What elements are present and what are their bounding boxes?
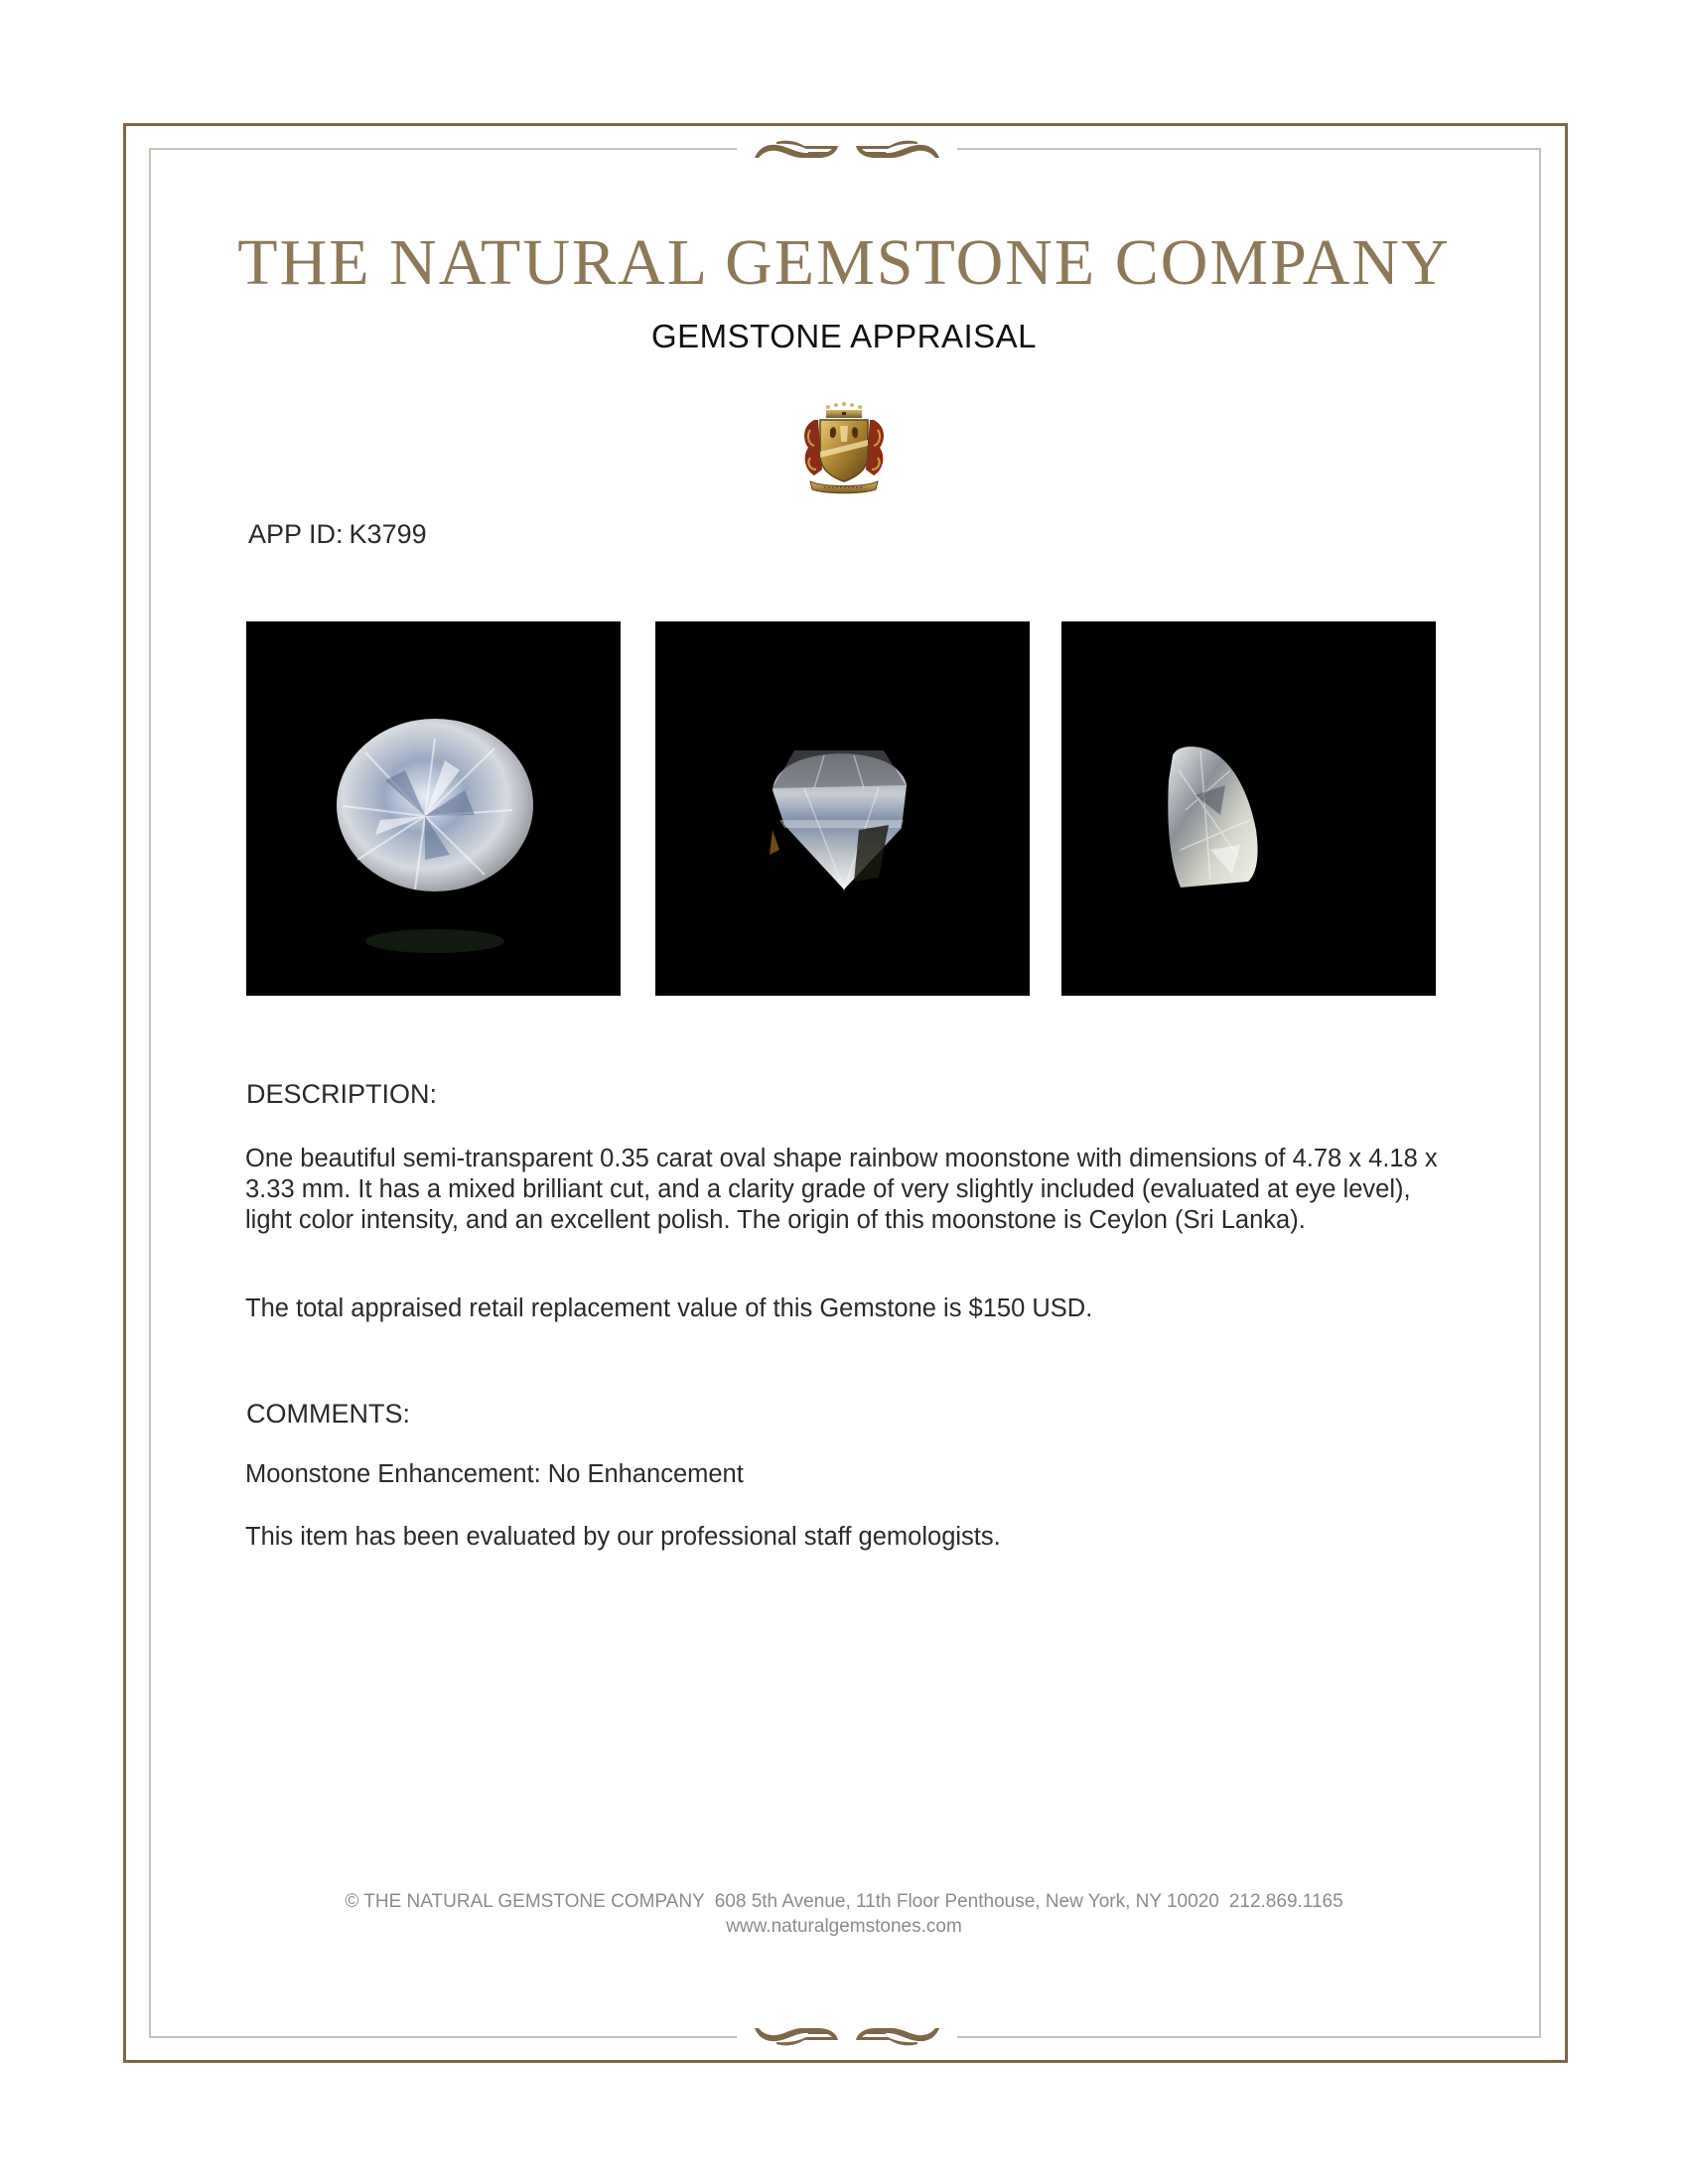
scroll-ornament-top-icon xyxy=(753,136,941,162)
gem-photo-top-view xyxy=(246,621,621,996)
gemstone-top-view-image xyxy=(246,621,621,996)
scroll-ornament-bottom-icon xyxy=(753,2024,941,2050)
app-id xyxy=(248,521,427,548)
heraldic-crest-icon xyxy=(800,400,888,495)
gemstone-side-view-image xyxy=(655,621,1030,996)
company-title: THE NATURAL GEMSTONE COMPANY xyxy=(237,226,1451,299)
footer-address: 608 5th Avenue, 11th Floor Penthouse, New York, NY 10020 xyxy=(714,1891,1219,1912)
app-id-value: K3799 xyxy=(349,519,427,549)
footer-copyright: © THE NATURAL GEMSTONE COMPANY xyxy=(345,1891,705,1912)
gem-photo-side-view xyxy=(655,621,1030,996)
evaluation-text: This item has been evaluated by our professional staff gemologists. xyxy=(245,1523,1001,1551)
appraisal-value-text: The total appraised retail replacement value of this Gemstone is $150 USD. xyxy=(245,1295,1093,1322)
comments-heading: COMMENTS: xyxy=(246,1399,410,1429)
footer xyxy=(0,1889,1688,1939)
footer-phone: 212.869.1165 xyxy=(1228,1891,1343,1912)
gemstone-angled-view-image xyxy=(1061,621,1436,996)
footer-website-link[interactable]: www.naturalgemstones.com xyxy=(726,1916,962,1937)
description-heading: DESCRIPTION: xyxy=(246,1079,438,1109)
description-text: One beautiful semi-transparent 0.35 carat oval shape rainbow moonstone with dimensions of 4.78 x 4.18 x 3.33 mm. It has a mixed brilliant cut, and a clarity grade of very slightly included (evaluated at eye level), light color intensity, and an excellent polish. The origin of this moonstone is Ceylon (Sri Lanka). xyxy=(245,1145,1438,1234)
app-id-label: APP ID: xyxy=(248,519,344,549)
document-title: GEMSTONE APPRAISAL xyxy=(650,318,1038,354)
footer-contact-line xyxy=(0,1889,1688,1914)
enhancement-text: Moonstone Enhancement: No Enhancement xyxy=(245,1460,744,1488)
gem-photo-angled-view xyxy=(1061,621,1436,996)
